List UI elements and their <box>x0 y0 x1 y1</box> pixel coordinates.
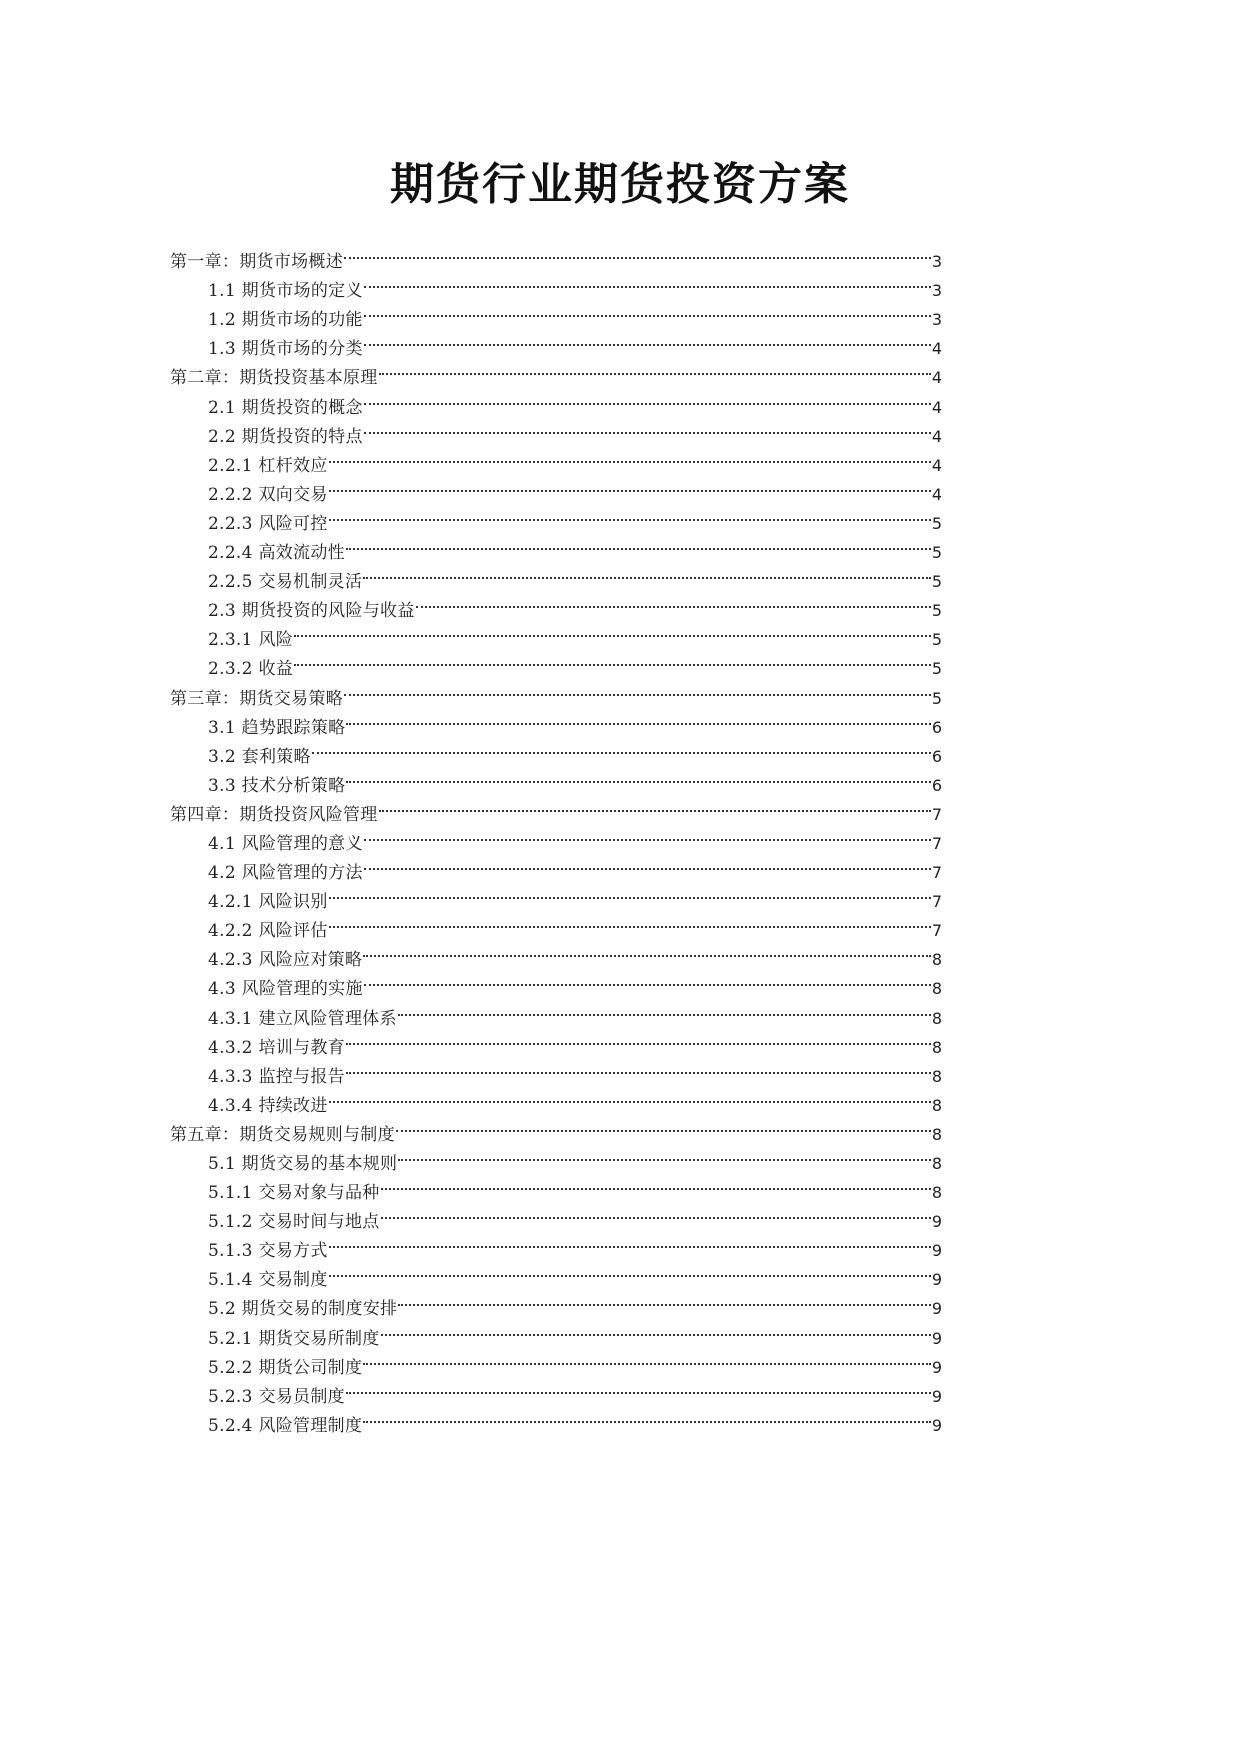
toc-page-number: 9 <box>931 1386 942 1406</box>
toc-page-number: 8 <box>931 1095 942 1115</box>
toc-entry-label: 4.2.2 风险评估 <box>208 921 328 942</box>
toc-page-number: 8 <box>931 1037 942 1057</box>
toc-entry-label: 5.1.1 交易对象与品种 <box>208 1183 380 1204</box>
dot-leader <box>364 820 931 849</box>
dot-leader <box>329 442 931 471</box>
toc-entry-label: 4.3 风险管理的实施 <box>208 979 363 1000</box>
dot-leader <box>363 558 931 587</box>
toc-entry-label: 4.2.3 风险应对策略 <box>208 950 363 971</box>
toc-entry-label: 4.2 风险管理的方法 <box>208 863 363 884</box>
dot-leader <box>363 1344 931 1373</box>
toc-entry-label: 2.2.3 风险可控 <box>208 513 328 534</box>
document-title: 期货行业期货投资方案 <box>390 159 850 210</box>
dot-leader <box>346 1373 931 1402</box>
dot-leader <box>344 674 931 703</box>
toc-entry-label: 第四章：期货投资风险管理 <box>170 804 378 825</box>
dot-leader <box>363 936 931 965</box>
toc-page-number: 5 <box>931 543 942 563</box>
toc-entry-label: 5.1.3 交易方式 <box>208 1241 328 1262</box>
dot-leader <box>312 733 931 762</box>
toc-page-number: 7 <box>931 892 942 912</box>
toc-page-number: 8 <box>931 1183 942 1203</box>
toc-entry-label: 2.2 期货投资的特点 <box>208 426 363 447</box>
dot-leader <box>398 1285 930 1314</box>
dot-leader <box>379 791 931 820</box>
dot-leader <box>346 762 930 791</box>
toc-page-number: 3 <box>931 281 942 301</box>
toc-page-number: 6 <box>931 775 942 795</box>
dot-leader <box>364 296 931 325</box>
dot-leader <box>329 907 931 936</box>
toc-page-number: 9 <box>931 1212 942 1232</box>
table-of-contents <box>170 238 942 1436</box>
toc-entry-label: 2.1 期货投资的概念 <box>208 397 363 418</box>
toc-page-number: 8 <box>931 979 942 999</box>
toc-page-number: 9 <box>931 1328 942 1348</box>
dot-leader <box>329 1256 931 1285</box>
toc-entry-label: 第五章：期货交易规则与制度 <box>170 1124 395 1145</box>
toc-entry-label: 第二章：期货投资基本原理 <box>170 368 378 389</box>
dot-leader <box>398 1140 930 1169</box>
toc-entry-label: 4.3.3 监控与报告 <box>208 1066 345 1087</box>
toc-page-number: 8 <box>931 1154 942 1173</box>
toc-entry-label: 第一章：期货市场概述 <box>170 252 343 273</box>
toc-page-number: 9 <box>931 1241 942 1261</box>
toc-entry-label: 5.1.4 交易制度 <box>208 1270 328 1291</box>
toc-page-number: 6 <box>931 717 942 737</box>
dot-leader <box>344 238 931 267</box>
toc-entry-label: 5.1 期货交易的基本规则 <box>208 1154 398 1174</box>
toc-page-number: 4 <box>931 397 942 417</box>
toc-entry-label: 4.2.1 风险识别 <box>208 892 328 913</box>
toc-entry-label: 2.2.1 杠杆效应 <box>208 455 328 476</box>
dot-leader <box>364 413 931 442</box>
toc-page-number: 7 <box>931 833 942 853</box>
toc-entry-label: 3.2 套利策略 <box>208 746 311 767</box>
toc-entry-label: 1.3 期货市场的分类 <box>208 339 363 360</box>
dot-leader <box>346 529 931 558</box>
toc-entry-label: 2.2.2 双向交易 <box>208 484 328 505</box>
dot-leader <box>329 471 931 500</box>
dot-leader <box>364 325 931 354</box>
toc-entry-label: 5.2.4 风险管理制度 <box>208 1415 363 1436</box>
dot-leader <box>346 1024 931 1053</box>
dot-leader <box>381 1314 931 1343</box>
dot-leader <box>364 267 931 296</box>
toc-page-number: 9 <box>931 1299 942 1319</box>
toc-entry-label: 5.2.1 期货交易所制度 <box>208 1328 380 1349</box>
toc-page-number: 6 <box>931 746 942 766</box>
toc-entry-label: 5.2.2 期货公司制度 <box>208 1357 363 1378</box>
toc-page-number: 7 <box>931 863 942 883</box>
toc-page-number: 8 <box>931 1124 942 1144</box>
toc-entry-label: 第三章：期货交易策略 <box>170 688 343 709</box>
dot-leader <box>398 994 931 1023</box>
toc-entry-label: 4.3.1 建立风险管理体系 <box>208 1008 397 1029</box>
dot-leader <box>381 1198 931 1227</box>
toc-entry-label: 5.2 期货交易的制度安排 <box>208 1299 398 1320</box>
toc-page-number: 4 <box>931 484 942 504</box>
toc-entry-label: 2.3.1 风险 <box>208 630 294 651</box>
toc-page-number: 4 <box>931 339 942 359</box>
toc-entry-label: 1.1 期货市场的定义 <box>208 281 363 302</box>
toc-page-number: 5 <box>931 513 942 533</box>
toc-entry-label: 1.2 期货市场的功能 <box>208 310 363 331</box>
dot-leader <box>364 383 931 412</box>
dot-leader <box>346 1053 931 1082</box>
toc-entry-label: 5.1.2 交易时间与地点 <box>208 1212 380 1233</box>
toc-page-number: 9 <box>931 1357 942 1377</box>
toc-entry-label: 4.3.4 持续改进 <box>208 1095 328 1116</box>
toc-entry-label: 4.3.2 培训与教育 <box>208 1037 345 1058</box>
toc-page-number: 7 <box>931 921 942 941</box>
dot-leader <box>329 878 931 907</box>
toc-entry-label: 2.2.5 交易机制灵活 <box>208 572 363 593</box>
toc-page-number: 4 <box>931 426 942 446</box>
toc-page-number: 5 <box>931 601 942 621</box>
toc-page-number: 8 <box>931 1066 942 1086</box>
toc-entry-label: 5.2.3 交易员制度 <box>208 1386 345 1407</box>
dot-leader <box>346 704 930 733</box>
toc-entry-label: 2.2.4 高效流动性 <box>208 543 345 564</box>
toc-page-number: 5 <box>931 572 942 592</box>
dot-leader <box>329 500 931 529</box>
toc-page-number: 8 <box>931 950 942 970</box>
toc-page-number: 5 <box>931 659 942 679</box>
dot-leader <box>294 616 931 645</box>
toc-entry-label: 2.3.2 收益 <box>208 659 294 680</box>
dot-leader <box>364 965 931 994</box>
toc-entry-label: 3.3 技术分析策略 <box>208 775 346 796</box>
toc-page-number: 9 <box>931 1270 942 1290</box>
dot-leader <box>363 1402 931 1431</box>
toc-entry-label: 2.3 期货投资的风险与收益 <box>208 601 415 622</box>
toc-page-number: 3 <box>931 252 942 272</box>
toc-page-number: 9 <box>931 1415 942 1435</box>
dot-leader <box>294 645 931 674</box>
dot-leader <box>329 1082 931 1111</box>
toc-page-number: 4 <box>931 368 942 388</box>
toc-page-number: 5 <box>931 688 942 708</box>
toc-page-number: 4 <box>931 455 942 475</box>
dot-leader <box>416 587 931 616</box>
dot-leader <box>329 1227 931 1256</box>
dot-leader <box>381 1169 931 1198</box>
toc-page-number: 8 <box>931 1008 942 1028</box>
dot-leader <box>379 354 931 383</box>
toc-entry-label: 4.1 风险管理的意义 <box>208 833 363 854</box>
toc-entry-label: 3.1 趋势跟踪策略 <box>208 717 346 738</box>
dot-leader <box>364 849 931 878</box>
toc-page-number: 5 <box>931 630 942 650</box>
dot-leader <box>396 1111 931 1140</box>
toc-page-number: 7 <box>931 804 942 824</box>
toc-page-number: 3 <box>931 310 942 330</box>
toc-chapter-entry[interactable] <box>170 238 942 273</box>
